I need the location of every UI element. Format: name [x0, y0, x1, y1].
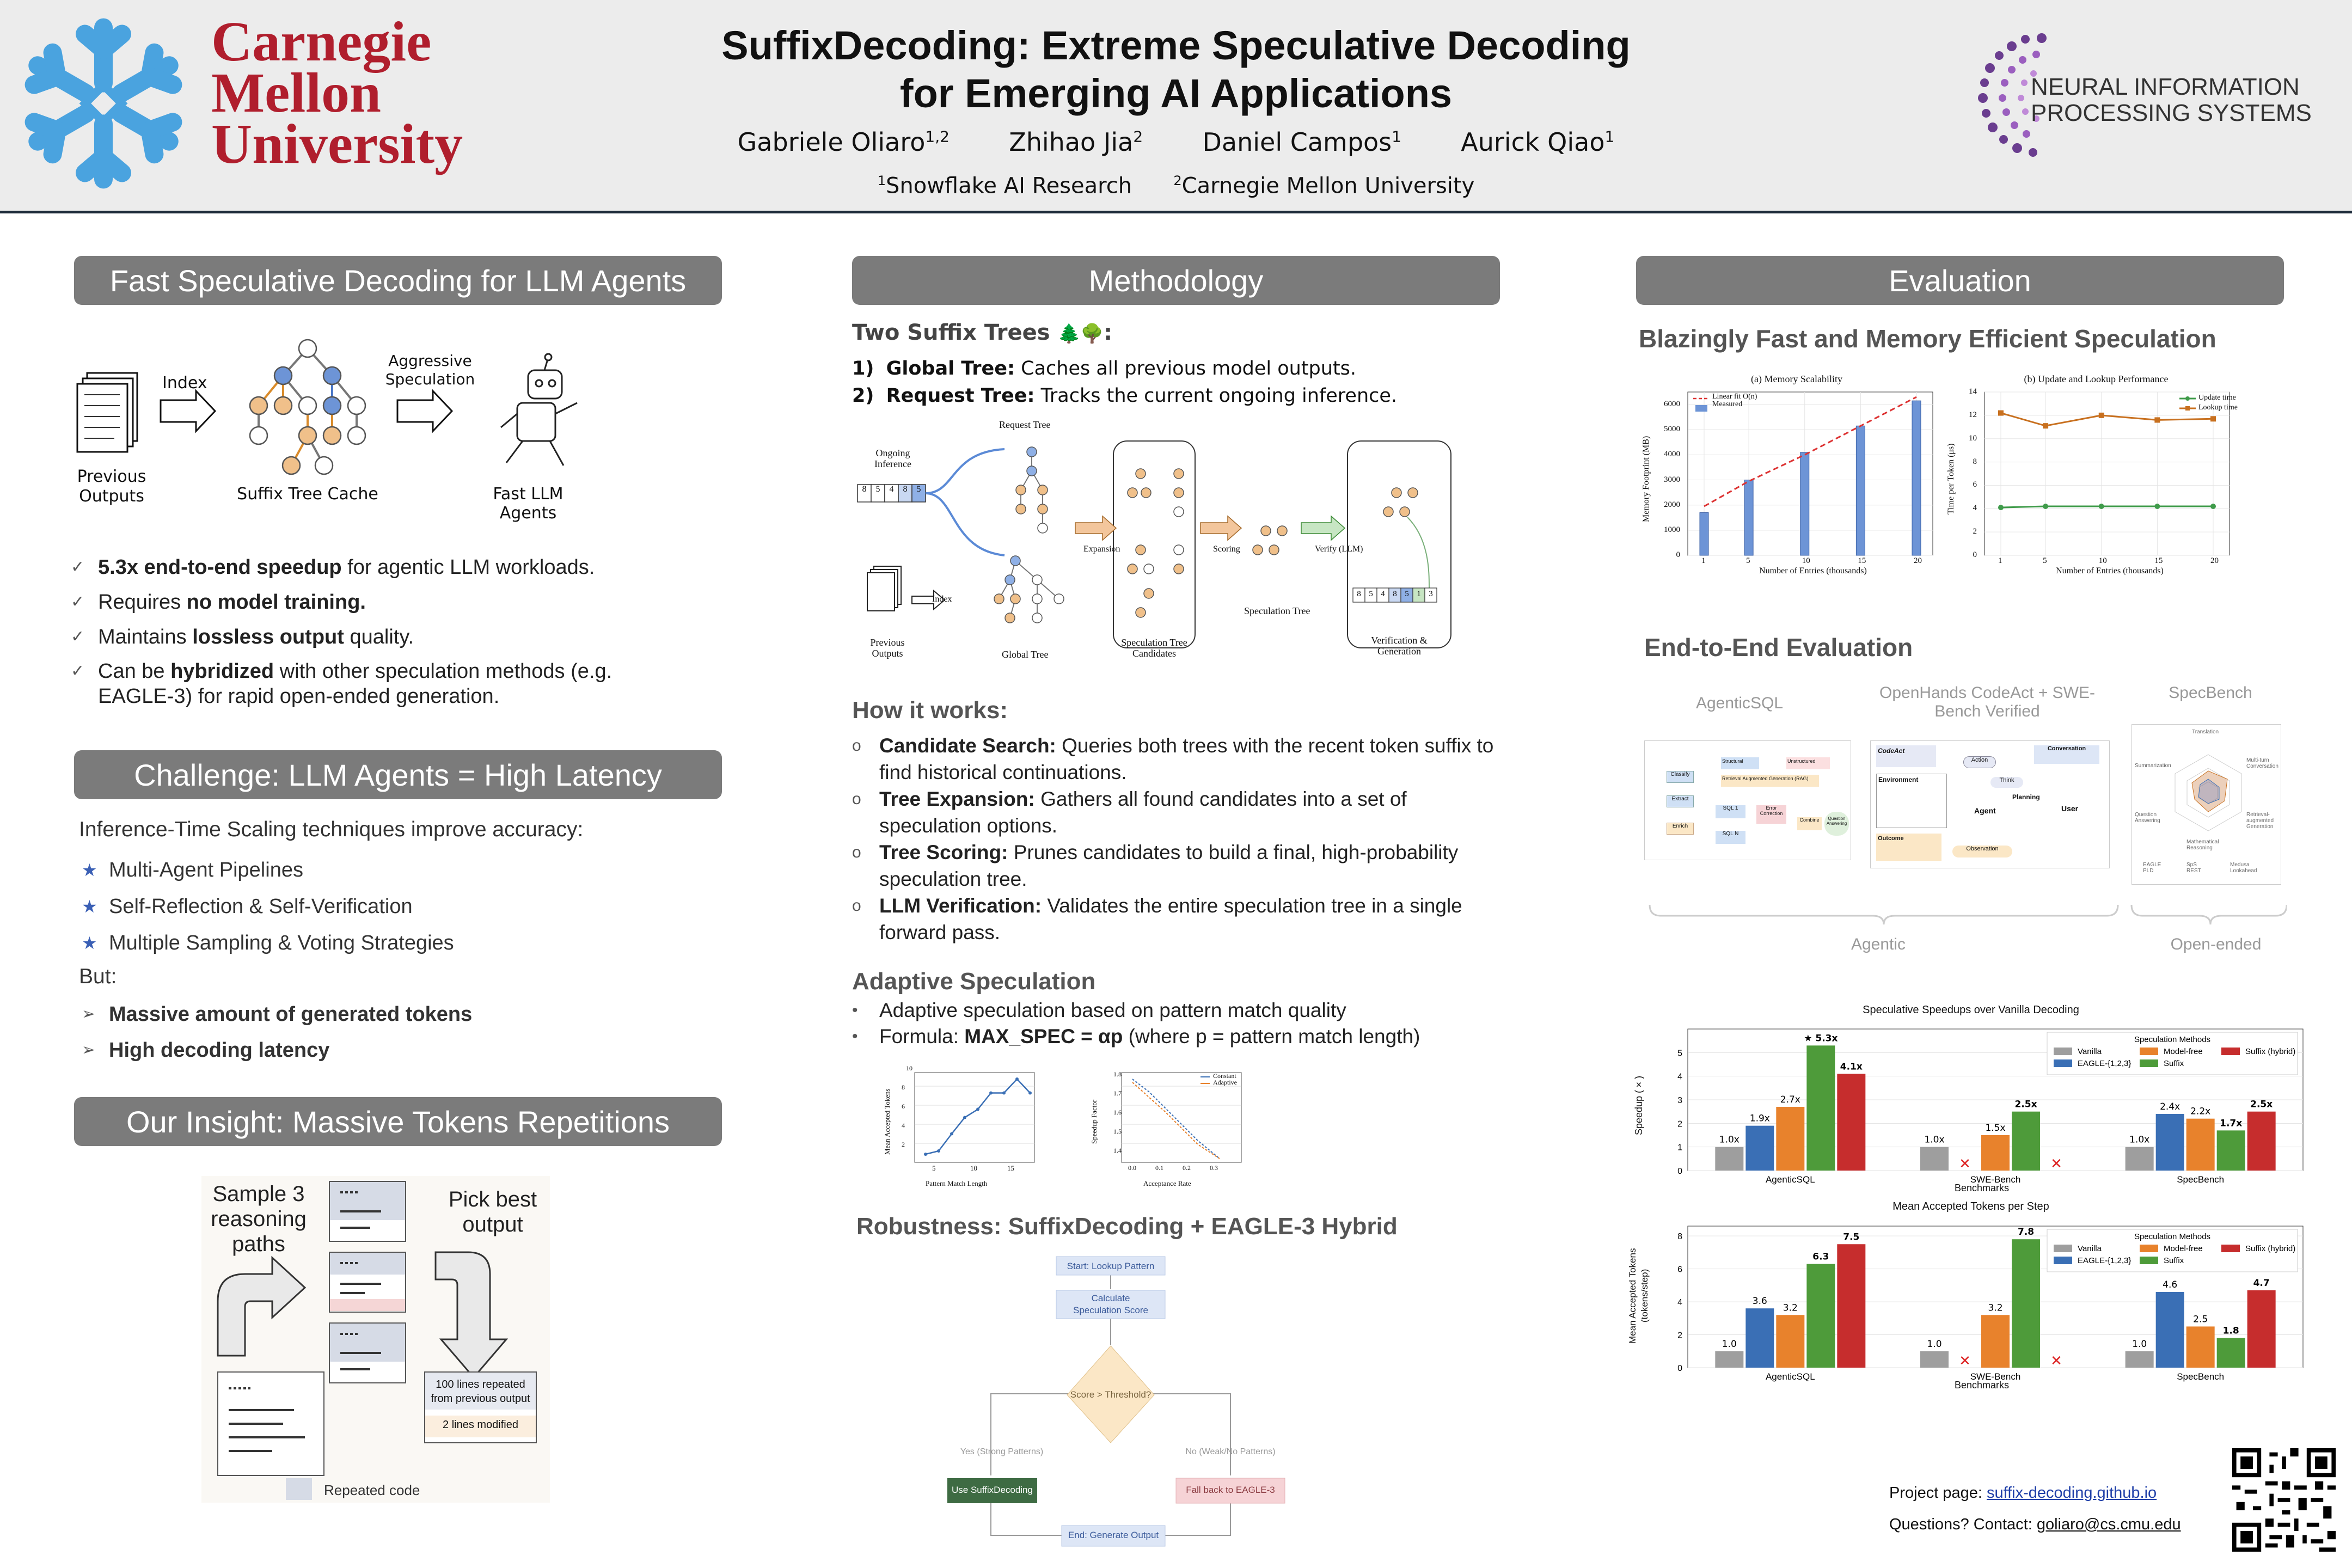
spec-tree-label: Speculation Tree	[1244, 605, 1310, 616]
methodology-pipeline-figure	[852, 419, 1467, 670]
update-point	[2154, 504, 2160, 509]
ytick-label: 0	[1677, 1364, 1682, 1373]
flow-decision: Score > Threshold?	[1070, 1389, 1152, 1400]
legend-label: Model-free	[2164, 1244, 2203, 1253]
legend-label: Model-free	[2164, 1047, 2203, 1056]
ytick-label: 0	[1677, 1167, 1682, 1176]
time-ytick: 10	[1969, 433, 1977, 443]
bar-label: 1.8	[2222, 1325, 2239, 1337]
poster-header	[0, 0, 2352, 213]
technique-item: ★ Multi-Agent Pipelines	[82, 859, 303, 881]
fig1-suffix-tree-cache-label: Suffix Tree Cache	[237, 485, 378, 504]
bar-label: 1.0x	[1719, 1134, 1739, 1146]
flow-calc: Calculate Speculation Score	[1073, 1293, 1148, 1315]
specbench-thumbnail: Translation Multi-turn Conversation Summarization Question Answering Mathematical Reasoning Retrieval-augmented Generation EAGLE SpS Medusa PLD REST Lookahead	[2132, 724, 2281, 885]
bar-label: 4.7	[2253, 1277, 2270, 1289]
bar-label: 1.0x	[1924, 1134, 1945, 1146]
legend-label: EAGLE-{1,2,3}	[2078, 1059, 2132, 1068]
pick-best-label: Pick best output	[448, 1187, 537, 1236]
bar	[1745, 1126, 1774, 1171]
qr-code-icon[interactable]	[2232, 1448, 2336, 1552]
lookup-point	[2099, 413, 2104, 418]
legend-title: Speculation Methods	[2134, 1035, 2211, 1044]
bar-label: 2.4x	[2160, 1101, 2180, 1112]
ytick-label: 2	[1677, 1119, 1682, 1129]
bar	[1806, 1045, 1835, 1171]
agentic-label: Agentic	[1851, 935, 1906, 953]
agenticsql-thumbnail: Structural Unstructured Classify Extract Enrich Retrieval Augmented Generation (RAG) SQL 1 SQL N Error Correction Combine Question Answering	[1644, 740, 1851, 860]
section-challenge: Challenge: LLM Agents = High Latency	[74, 750, 722, 799]
author-3: Daniel Campos$^1$	[1202, 127, 1401, 157]
snowflake-logo-icon	[11, 11, 196, 196]
bench-specbench-label: SpecBench	[2169, 684, 2252, 702]
how-it-works-list	[852, 732, 1560, 946]
mem-ytick: 6000	[1664, 400, 1680, 409]
missing-marker: ✕	[1959, 1156, 1971, 1172]
bar	[2247, 1112, 2276, 1171]
ytick-label: 2	[1677, 1331, 1682, 1340]
contact-email-link[interactable]: goliaro@cs.cmu.edu	[2036, 1516, 2181, 1533]
two-trees-list	[852, 355, 1397, 409]
technique-item: ★ Self-Reflection & Self-Verification	[82, 895, 413, 918]
bar	[1715, 1147, 1743, 1171]
mini1-point	[963, 1116, 966, 1119]
challenge-intro: Inference-Time Scaling techniques improve accuracy:	[79, 818, 584, 841]
project-page-link[interactable]: suffix-decoding.github.io	[1986, 1484, 2157, 1502]
fig1-index-label: Index	[162, 373, 207, 393]
mem-ytick: 2000	[1664, 500, 1680, 509]
mem-ytick: 0	[1676, 550, 1680, 559]
ytick-label: 5	[1677, 1049, 1682, 1058]
bar	[1776, 1315, 1804, 1368]
flow-use-suffix: Use SuffixDecoding	[952, 1485, 1033, 1495]
bar	[1981, 1135, 2010, 1171]
section-evaluation: Evaluation	[1636, 256, 2284, 305]
bar	[2126, 1351, 2154, 1368]
mini1-point	[937, 1149, 940, 1153]
update-lookup-chart	[1935, 370, 2240, 588]
author-4: Aurick Qiao$^1$	[1461, 127, 1615, 157]
bar-label: ★ 5.3x	[1804, 1033, 1838, 1044]
bar-label: 3.2	[1988, 1302, 2003, 1314]
legend-title: Speculation Methods	[2134, 1232, 2211, 1241]
section-methodology: Methodology	[852, 256, 1500, 305]
bar	[1776, 1107, 1804, 1171]
lookup-point	[2210, 416, 2216, 421]
ytick-label: 6	[1677, 1265, 1682, 1275]
update-point	[2099, 504, 2104, 509]
mem-ytick: 3000	[1664, 475, 1680, 484]
legend-swatch	[2140, 1245, 2158, 1252]
missing-marker: ✕	[1959, 1353, 1971, 1369]
time-ytick: 12	[1969, 410, 1977, 419]
memory-bar	[1700, 513, 1708, 555]
bar	[1981, 1315, 2010, 1368]
time-ytick: 6	[1973, 480, 1977, 489]
timechart-xlabel: Number of Entries (thousands)	[2056, 566, 2164, 575]
category-label: SpecBench	[2177, 1371, 2225, 1382]
key-claims-list	[71, 550, 730, 709]
modified-lines-label: 2 lines modified	[443, 1419, 518, 1431]
legend-swatch	[2054, 1059, 2072, 1067]
tokens-ylabel: Mean Accepted Tokens (tokens/step)	[1627, 1248, 1650, 1344]
mini2-legend: Constant Adaptive	[1213, 1072, 1237, 1086]
memory-bar	[1856, 426, 1865, 555]
category-label: AgenticSQL	[1765, 1371, 1815, 1382]
mini1-point	[950, 1132, 953, 1136]
flow-yes: Yes (Strong Patterns)	[960, 1447, 1044, 1456]
bar	[2186, 1326, 2215, 1368]
ongoing-seq-tokens: 8 5 4 8 5	[862, 485, 921, 494]
mini1-point	[989, 1092, 993, 1095]
timechart-ylabel: Time per Token (μs)	[1946, 443, 1956, 515]
flow-start: Start: Lookup Pattern	[1067, 1261, 1155, 1271]
category-label: SWE-Bench	[1970, 1174, 2021, 1185]
update-point	[1998, 505, 2004, 510]
author-list	[708, 127, 1644, 157]
timechart-title: (b) Update and Lookup Performance	[2024, 373, 2169, 384]
time-xtick: 20	[2210, 556, 2219, 565]
spec-candidates-label: Speculation Tree Candidates	[1121, 637, 1187, 659]
legend-swatch	[2140, 1257, 2158, 1264]
bar-label: 3.6	[1752, 1296, 1767, 1307]
section-insight: Our Insight: Massive Tokens Repetitions	[74, 1097, 722, 1146]
bench-agenticsql-label: AgenticSQL	[1695, 694, 1784, 712]
affiliations: $^1$Snowflake AI Research $^2$Carnegie Mellon University	[877, 173, 1475, 199]
memory-bar	[1744, 480, 1753, 555]
bar	[1837, 1244, 1865, 1368]
two-suffix-trees-heading: Two Suffix Trees 🌲🌳:	[852, 320, 1113, 345]
bar-label: 1.0x	[2129, 1134, 2150, 1146]
flow-fallback: Fall back to EAGLE-3	[1186, 1485, 1275, 1495]
bar	[2186, 1119, 2215, 1171]
time-xtick: 5	[2043, 556, 2047, 565]
problem-item: ➢ Massive amount of generated tokens	[82, 1003, 473, 1026]
global-tree-label: Global Tree	[1002, 649, 1049, 660]
time-xtick: 15	[2154, 556, 2163, 565]
time-ytick: 2	[1973, 527, 1977, 536]
adaptive-heading: Adaptive Speculation	[852, 968, 1096, 995]
ytick-label: 3	[1677, 1096, 1682, 1105]
flow-no: No (Weak/No Patterns)	[1185, 1447, 1276, 1456]
category-label: AgenticSQL	[1765, 1174, 1815, 1185]
speedup-chart	[1633, 1018, 2308, 1192]
legend-label: EAGLE-{1,2,3}	[2078, 1256, 2132, 1265]
step-item: o Candidate Search: Queries both trees with the recent token suffix to find historical continuations.	[852, 734, 1494, 783]
verify-llm-label: Verify (LLM)	[1315, 544, 1363, 554]
step-item: o Tree Expansion: Gathers all found candidates into a set of speculation options.	[852, 788, 1407, 837]
claim-item: ✓ Maintains lossless output quality.	[71, 626, 414, 648]
bar	[1920, 1351, 1949, 1368]
legend-swatch	[2140, 1048, 2158, 1055]
flow-end: End: Generate Output	[1068, 1530, 1159, 1540]
bar-label: 1.0	[1927, 1338, 1942, 1350]
bar-label: 1.9x	[1749, 1113, 1770, 1124]
bar-label: 3.2	[1783, 1302, 1798, 1314]
mem-xtick: 5	[1746, 556, 1750, 565]
time-xtick: 1	[1998, 556, 2002, 565]
repeated-lines-label: 100 lines repeated from previous output	[431, 1379, 530, 1405]
update-point	[2043, 504, 2048, 509]
bar	[2217, 1130, 2245, 1171]
memchart-title: (a) Memory Scalability	[1751, 373, 1842, 384]
mem-xtick: 1	[1701, 556, 1706, 565]
bar-label: 1.7x	[2220, 1118, 2243, 1129]
bar-label: 7.8	[2017, 1227, 2035, 1238]
claim-item: ✓ Can be hybridized with other speculation methods (e.g. EAGLE-3) for rapid open-ended generation.	[71, 660, 612, 708]
timechart-xticks	[1935, 556, 2240, 567]
bar	[1837, 1074, 1865, 1171]
missing-marker: ✕	[2050, 1156, 2062, 1172]
category-label: SWE-Bench	[1970, 1371, 2021, 1382]
bar-label: 7.5	[1843, 1232, 1860, 1243]
bar-label: 2.7x	[1780, 1094, 1800, 1105]
repeated-code-legend: Repeated code	[324, 1482, 420, 1498]
bar	[1715, 1351, 1743, 1368]
tokens-chart-title: Mean Accepted Tokens per Step	[1892, 1200, 2049, 1212]
step-item: o LLM Verification: Validates the entire speculation tree in a single forward pass.	[852, 895, 1462, 944]
accepted-tokens-chart	[1633, 1215, 2308, 1389]
bench-openhands-label: OpenHands CodeAct + SWE- Bench Verified	[1879, 684, 2096, 720]
verified-seq-tokens: 8 5 4 8 5 1 3	[1357, 590, 1433, 598]
update-point	[2210, 504, 2216, 509]
bar-label: 6.3	[1812, 1251, 1829, 1263]
mini1-ylabel: Mean Accepted Tokens	[883, 1088, 891, 1155]
legend-swatch	[2054, 1257, 2072, 1264]
bar-label: 2.5x	[2250, 1099, 2273, 1110]
mini1-point	[1015, 1077, 1019, 1081]
mini2-ylabel: Speedup Factor	[1090, 1099, 1098, 1144]
mini1-point	[1002, 1092, 1006, 1095]
mini1-xlabel: Pattern Match Length	[926, 1179, 988, 1187]
bar-label: 2.5x	[2014, 1099, 2037, 1110]
legend-swatch	[2140, 1059, 2158, 1067]
memchart-xlabel: Number of Entries (thousands)	[1759, 566, 1867, 575]
time-ytick: 0	[1973, 550, 1977, 559]
legend-swatch	[2054, 1245, 2072, 1252]
token-repetition-figure	[201, 1176, 550, 1503]
time-xtick: 10	[2098, 556, 2107, 565]
openended-label: Open-ended	[2170, 935, 2262, 953]
ytick-label: 4	[1677, 1072, 1682, 1082]
legend-swatch	[2054, 1048, 2072, 1055]
memchart-ylabel: Memory Footprint (MB)	[1641, 436, 1651, 523]
bar	[1920, 1147, 1949, 1171]
scaling-techniques-list	[82, 852, 708, 961]
bar-label: 2.5	[2193, 1314, 2208, 1325]
legend-label: Suffix	[2164, 1059, 2184, 1068]
bar	[2012, 1112, 2040, 1171]
bar	[2247, 1290, 2276, 1368]
bar	[2156, 1292, 2184, 1368]
legend-label: Vanilla	[2078, 1047, 2102, 1056]
speedup-chart-title: Speculative Speedups over Vanilla Decoding	[1863, 1004, 2079, 1016]
legend-measured-swatch	[1695, 405, 1707, 412]
time-ytick: 8	[1973, 457, 1977, 466]
bar	[2012, 1239, 2040, 1368]
index-label: Index	[932, 595, 952, 604]
mini2-xlabel: Acceptance Rate	[1143, 1179, 1191, 1187]
bar	[2156, 1114, 2184, 1171]
timechart-legend: Update time Lookup time	[2198, 394, 2238, 412]
bar-label: 2.2x	[2190, 1106, 2211, 1117]
bar	[2217, 1338, 2245, 1368]
mini1-point	[976, 1108, 979, 1111]
speedup-xlabel: Benchmarks	[1954, 1183, 2010, 1193]
mem-ytick: 5000	[1664, 425, 1680, 434]
mem-ytick: 1000	[1664, 525, 1680, 534]
bar-label: 4.6	[2163, 1279, 2178, 1290]
fig1-fast-agents-label: Fast LLM Agents	[493, 485, 564, 523]
ytick-label: 4	[1677, 1298, 1682, 1308]
bar	[1806, 1264, 1835, 1368]
claim-item: ✓ Requires no model training.	[71, 591, 366, 614]
poster-title: SuffixDecoding: Extreme Speculative Decoding for Emerging AI Applications	[721, 23, 1631, 116]
mini1-point	[924, 1153, 927, 1156]
adaptive-item: • Adaptive speculation based on pattern match quality	[852, 999, 1346, 1021]
problems-list	[82, 996, 708, 1068]
lookup-point	[2043, 423, 2048, 428]
legend-swatch	[2221, 1245, 2240, 1252]
robustness-heading: Robustness: SuffixDecoding + EAGLE-3 Hybrid	[856, 1213, 1398, 1240]
bar-label: 4.1x	[1840, 1061, 1863, 1073]
memory-scalability-chart	[1639, 370, 1944, 588]
technique-item: ★ Multiple Sampling & Voting Strategies	[82, 932, 454, 954]
ytick-label: 1	[1677, 1143, 1682, 1153]
author-2: Zhihao Jia$^2$	[1009, 127, 1143, 157]
scoring-label: Scoring	[1213, 544, 1240, 554]
bar-label: 1.0	[2132, 1338, 2147, 1350]
bar-label: 1.0	[1722, 1338, 1737, 1350]
speedup-ylabel: Speedup (×)	[1633, 1075, 1644, 1135]
memory-bar	[1800, 452, 1809, 555]
category-label: SpecBench	[2177, 1174, 2225, 1185]
project-page-line: Project page: suffix-decoding.github.io	[1889, 1484, 2157, 1502]
mem-xtick: 20	[1914, 556, 1922, 565]
section-fast-speculative: Fast Speculative Decoding for LLM Agents	[74, 256, 722, 305]
legend-label: Suffix (hybrid)	[2245, 1244, 2296, 1253]
ytick-label: 8	[1677, 1232, 1682, 1242]
memchart-xticks	[1639, 556, 1944, 567]
benchmark-brackets	[1644, 904, 2287, 926]
missing-marker: ✕	[2050, 1353, 2062, 1369]
cmu-logo: Carnegie Mellon University	[211, 10, 463, 175]
mem-xtick: 15	[1858, 556, 1866, 565]
step-item: o Tree Scoring: Prunes candidates to build a final, high-probability speculation tree.	[852, 841, 1459, 890]
bar	[1745, 1308, 1774, 1368]
tree-item: 2) Request Tree: Tracks the current ongoing inference.	[852, 385, 1398, 407]
verification-gen-label: Verification & Generation	[1371, 635, 1428, 657]
pattern-length-mini-chart	[882, 1067, 1045, 1192]
author-1: Gabriele Oliaro$^{1,2}$	[737, 127, 950, 157]
legend-swatch	[2221, 1048, 2240, 1055]
lookup-point	[2154, 417, 2160, 422]
adaptive-item: • Formula: MAX_SPEC = αp (where p = pattern match length)	[852, 1025, 1420, 1048]
bar	[2126, 1147, 2154, 1171]
claim-item: ✓ 5.3x end-to-end speedup for agentic LLM workloads.	[71, 556, 595, 579]
time-ytick: 14	[1969, 387, 1977, 396]
legend-label: Suffix (hybrid)	[2245, 1047, 2296, 1056]
time-ytick: 4	[1973, 504, 1977, 513]
bar-label: 1.5x	[1985, 1123, 2006, 1134]
fig1-previous-outputs-label: Previous Outputs	[77, 467, 146, 506]
legend-label: Vanilla	[2078, 1244, 2102, 1253]
request-tree-label: Request Tree	[999, 419, 1051, 430]
e2e-heading: End-to-End Evaluation	[1644, 633, 1913, 661]
neurips-logo-text: NEURAL INFORMATION PROCESSING SYSTEMS	[2031, 74, 2312, 126]
fig-previous-outputs-label: Previous Outputs	[870, 637, 905, 659]
how-it-works-heading: How it works:	[852, 697, 1008, 724]
sample-paths-label: Sample 3 reasoning paths	[211, 1182, 307, 1256]
adaptive-list	[852, 997, 1560, 1050]
lookup-point	[1998, 411, 2004, 416]
ongoing-inference-label: Ongoing Inference	[874, 448, 911, 469]
expansion-label: Expansion	[1083, 544, 1120, 554]
memory-bar	[1912, 401, 1921, 555]
problem-item: ➢ High decoding latency	[82, 1039, 330, 1062]
mem-ytick: 4000	[1664, 450, 1680, 459]
tokens-xlabel: Benchmarks	[1954, 1380, 2010, 1391]
but-label: But:	[79, 965, 117, 988]
fast-memory-heading: Blazingly Fast and Memory Efficient Speculation	[1639, 324, 2216, 353]
mini1-point	[1028, 1092, 1032, 1095]
mem-xtick: 10	[1802, 556, 1810, 565]
contact-line: Questions? Contact: goliaro@cs.cmu.edu	[1889, 1516, 2181, 1533]
tree-item: 1) Global Tree: Caches all previous model outputs.	[852, 358, 1357, 379]
legend-label: Suffix	[2164, 1256, 2184, 1265]
openhands-thumbnail: CodeAct Environment Action Conversation Agent Think Planning User Observation Outcome	[1870, 740, 2110, 868]
fig1-aggressive-speculation-label: Aggressive Speculation	[385, 352, 475, 388]
memchart-legend: Linear fit O(n) Measured	[1712, 393, 1757, 408]
